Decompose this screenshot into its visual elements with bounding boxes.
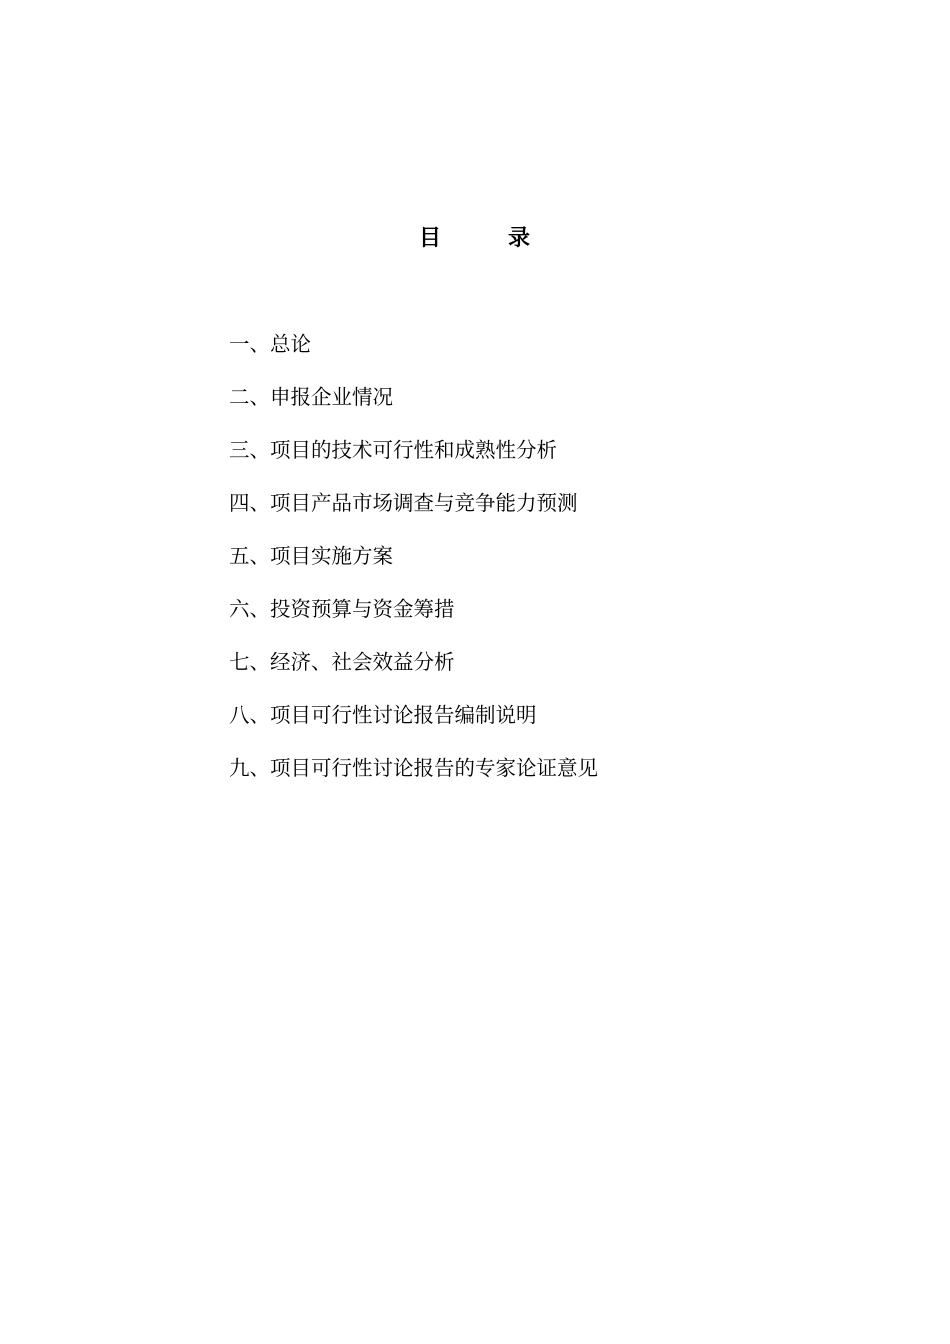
toc-item-8: 八、项目可行性讨论报告编制说明 [229,703,537,727]
title-char-2: 录 [508,226,531,251]
toc-item-2: 二、申报企业情况 [229,385,393,409]
toc-item-7: 七、经济、社会效益分析 [229,650,455,674]
toc-item-3: 三、项目的技术可行性和成熟性分析 [229,438,557,462]
toc-item-1: 一、总论 [229,332,311,356]
toc-item-6: 六、投资预算与资金筹措 [229,597,455,621]
title-char-1: 目 [419,226,442,251]
toc-item-5: 五、项目实施方案 [229,544,393,568]
table-of-contents [229,330,598,807]
toc-item-4: 四、项目产品市场调查与竞争能力预测 [229,491,578,515]
toc-item-9: 九、项目可行性讨论报告的专家论证意见 [229,756,598,780]
page-title [0,222,950,256]
